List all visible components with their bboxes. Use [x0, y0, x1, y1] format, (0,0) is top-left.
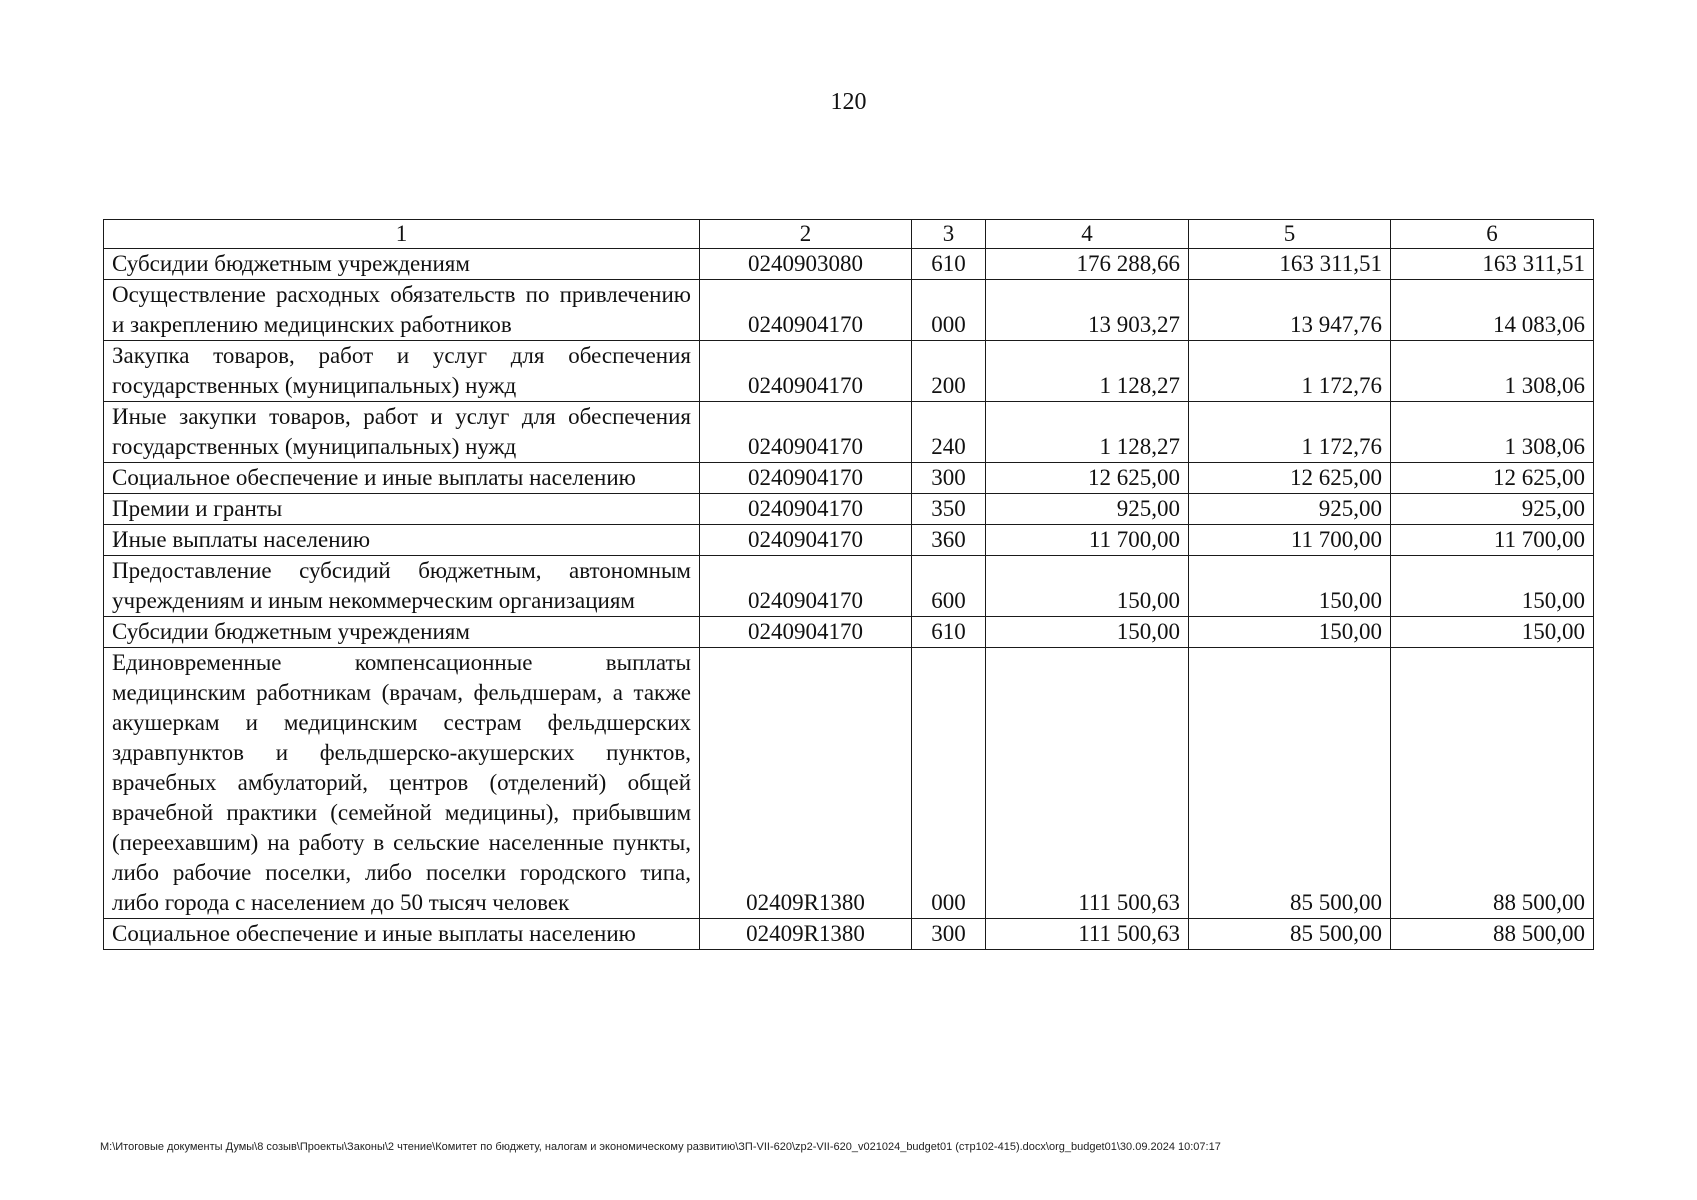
budget-table — [103, 219, 1594, 950]
column-header-1: 1 — [104, 220, 700, 249]
column-header-6: 6 — [1391, 220, 1594, 249]
page-number: 120 — [830, 89, 867, 115]
row-code: 0240904170 — [700, 280, 912, 341]
row-value-5: 12 625,00 — [1189, 463, 1391, 494]
row-expense-type: 240 — [912, 402, 986, 463]
row-value-6: 14 083,06 — [1391, 280, 1594, 341]
row-code: 0240904170 — [700, 341, 912, 402]
row-value-5: 150,00 — [1189, 617, 1391, 648]
row-name: Субсидии бюджетным учреждениям — [104, 249, 700, 280]
row-name: Иные выплаты населению — [104, 525, 700, 556]
row-name: Премии и гранты — [104, 494, 700, 525]
table-row — [104, 494, 1594, 525]
row-code: 0240903080 — [700, 249, 912, 280]
table-row — [104, 919, 1594, 950]
row-name: Субсидии бюджетным учреждениям — [104, 617, 700, 648]
row-name: Осуществление расходных обязательств по привлечению и закреплению медицинских работников — [104, 280, 700, 341]
row-value-5: 1 172,76 — [1189, 341, 1391, 402]
row-name: Единовременные компенсационные выплаты медицинским работникам (врачам, фельдшерам, а также акушеркам и медицинским сестрам фельдшерских здравпунктов и фельдшерско-акушерских пунктов, врачебных амбулаторий, центров (отделений) общей врачебной практики (семейной медицины), прибывшим (переехавшим) на работу в сельские населенные пункты, либо рабочие поселки, либо поселки городского типа, либо города с населением до 50 тысяч человек — [104, 648, 700, 919]
row-expense-type: 610 — [912, 617, 986, 648]
column-header-2: 2 — [700, 220, 912, 249]
row-expense-type: 360 — [912, 525, 986, 556]
row-expense-type: 600 — [912, 556, 986, 617]
row-name: Закупка товаров, работ и услуг для обеспечения государственных (муниципальных) нужд — [104, 341, 700, 402]
table-row — [104, 402, 1594, 463]
row-value-6: 163 311,51 — [1391, 249, 1594, 280]
table-header-row — [104, 220, 1594, 249]
row-value-4: 150,00 — [986, 556, 1189, 617]
row-value-5: 85 500,00 — [1189, 648, 1391, 919]
row-value-5: 11 700,00 — [1189, 525, 1391, 556]
row-code: 0240904170 — [700, 494, 912, 525]
row-value-4: 1 128,27 — [986, 402, 1189, 463]
row-value-4: 176 288,66 — [986, 249, 1189, 280]
row-value-4: 12 625,00 — [986, 463, 1189, 494]
row-value-4: 111 500,63 — [986, 919, 1189, 950]
row-value-4: 11 700,00 — [986, 525, 1189, 556]
row-code: 0240904170 — [700, 402, 912, 463]
column-header-5: 5 — [1189, 220, 1391, 249]
row-value-4: 150,00 — [986, 617, 1189, 648]
row-code: 0240904170 — [700, 525, 912, 556]
row-name: Социальное обеспечение и иные выплаты населению — [104, 463, 700, 494]
row-expense-type: 200 — [912, 341, 986, 402]
row-expense-type: 610 — [912, 249, 986, 280]
row-value-4: 925,00 — [986, 494, 1189, 525]
row-code: 02409R1380 — [700, 919, 912, 950]
table-row — [104, 463, 1594, 494]
table-row — [104, 280, 1594, 341]
row-code: 02409R1380 — [700, 648, 912, 919]
row-value-6: 150,00 — [1391, 556, 1594, 617]
row-value-6: 1 308,06 — [1391, 341, 1594, 402]
table-row — [104, 648, 1594, 919]
table-row — [104, 525, 1594, 556]
row-expense-type: 300 — [912, 919, 986, 950]
row-value-5: 85 500,00 — [1189, 919, 1391, 950]
row-code: 0240904170 — [700, 556, 912, 617]
row-value-5: 150,00 — [1189, 556, 1391, 617]
row-expense-type: 000 — [912, 648, 986, 919]
row-value-5: 1 172,76 — [1189, 402, 1391, 463]
row-value-6: 1 308,06 — [1391, 402, 1594, 463]
row-value-5: 163 311,51 — [1189, 249, 1391, 280]
row-value-5: 13 947,76 — [1189, 280, 1391, 341]
row-value-6: 88 500,00 — [1391, 919, 1594, 950]
row-value-4: 1 128,27 — [986, 341, 1189, 402]
row-value-6: 11 700,00 — [1391, 525, 1594, 556]
table-row — [104, 617, 1594, 648]
row-value-6: 12 625,00 — [1391, 463, 1594, 494]
row-value-5: 925,00 — [1189, 494, 1391, 525]
row-value-6: 88 500,00 — [1391, 648, 1594, 919]
column-header-4: 4 — [986, 220, 1189, 249]
table-row — [104, 249, 1594, 280]
document-file-path: M:\Итоговые документы Думы\8 созыв\Проекты\Законы\2 чтение\Комитет по бюджету, налогам и экономическому развитию\ЗП-VII-620\zp2-VII-620_v021024_budget01 (стр102-415).docx\org_budget01\30.09.2024 10:07:17 — [100, 1141, 1221, 1153]
table-row — [104, 341, 1594, 402]
row-value-6: 925,00 — [1391, 494, 1594, 525]
row-name: Предоставление субсидий бюджетным, автономным учреждениям и иным некоммерческим организациям — [104, 556, 700, 617]
row-value-4: 13 903,27 — [986, 280, 1189, 341]
row-name: Социальное обеспечение и иные выплаты населению — [104, 919, 700, 950]
row-value-6: 150,00 — [1391, 617, 1594, 648]
table-row — [104, 556, 1594, 617]
row-expense-type: 300 — [912, 463, 986, 494]
row-name: Иные закупки товаров, работ и услуг для обеспечения государственных (муниципальных) нужд — [104, 402, 700, 463]
row-expense-type: 350 — [912, 494, 986, 525]
row-code: 0240904170 — [700, 617, 912, 648]
row-expense-type: 000 — [912, 280, 986, 341]
row-value-4: 111 500,63 — [986, 648, 1189, 919]
column-header-3: 3 — [912, 220, 986, 249]
row-code: 0240904170 — [700, 463, 912, 494]
